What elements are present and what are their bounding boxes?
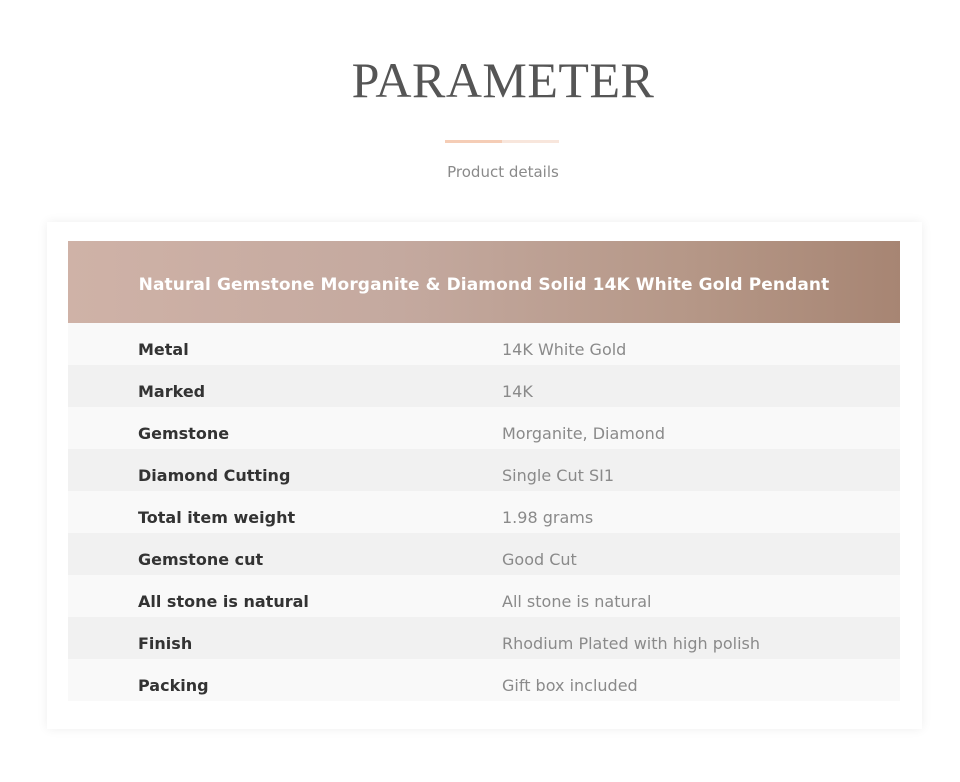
table-row <box>68 533 900 575</box>
row-label: All stone is natural <box>138 592 309 611</box>
divider-segment-light <box>502 140 559 143</box>
row-value: All stone is natural <box>502 592 652 611</box>
divider-segment-accent <box>445 140 502 143</box>
table-row <box>68 575 900 617</box>
row-label: Marked <box>138 382 206 401</box>
row-label: Gemstone <box>138 424 230 443</box>
table-row <box>68 491 900 533</box>
row-value: Good Cut <box>502 550 577 569</box>
table-row <box>68 365 900 407</box>
title-divider <box>445 140 559 143</box>
parameter-table <box>68 323 900 701</box>
table-row <box>68 407 900 449</box>
row-label: Total item weight <box>138 508 296 527</box>
page-title: PARAMETER <box>351 52 655 108</box>
row-value: Rhodium Plated with high polish <box>502 634 761 653</box>
table-header: Natural Gemstone Morganite & Diamond Solid 14K White Gold Pendant <box>68 241 900 323</box>
row-label: Gemstone cut <box>138 550 264 569</box>
row-value: Single Cut SI1 <box>502 466 614 485</box>
row-value: 14K White Gold <box>502 340 627 359</box>
table-row <box>68 323 900 365</box>
row-label: Metal <box>138 340 189 359</box>
table-row <box>68 659 900 701</box>
row-value: Morganite, Diamond <box>502 424 665 443</box>
page-subtitle: Product details <box>447 163 559 181</box>
row-value: 1.98 grams <box>502 508 594 527</box>
row-value: Gift box included <box>502 676 638 695</box>
row-label: Packing <box>138 676 209 695</box>
row-label: Finish <box>138 634 193 653</box>
table-row <box>68 617 900 659</box>
row-value: 14K <box>502 382 533 401</box>
row-label: Diamond Cutting <box>138 466 291 485</box>
table-row <box>68 449 900 491</box>
